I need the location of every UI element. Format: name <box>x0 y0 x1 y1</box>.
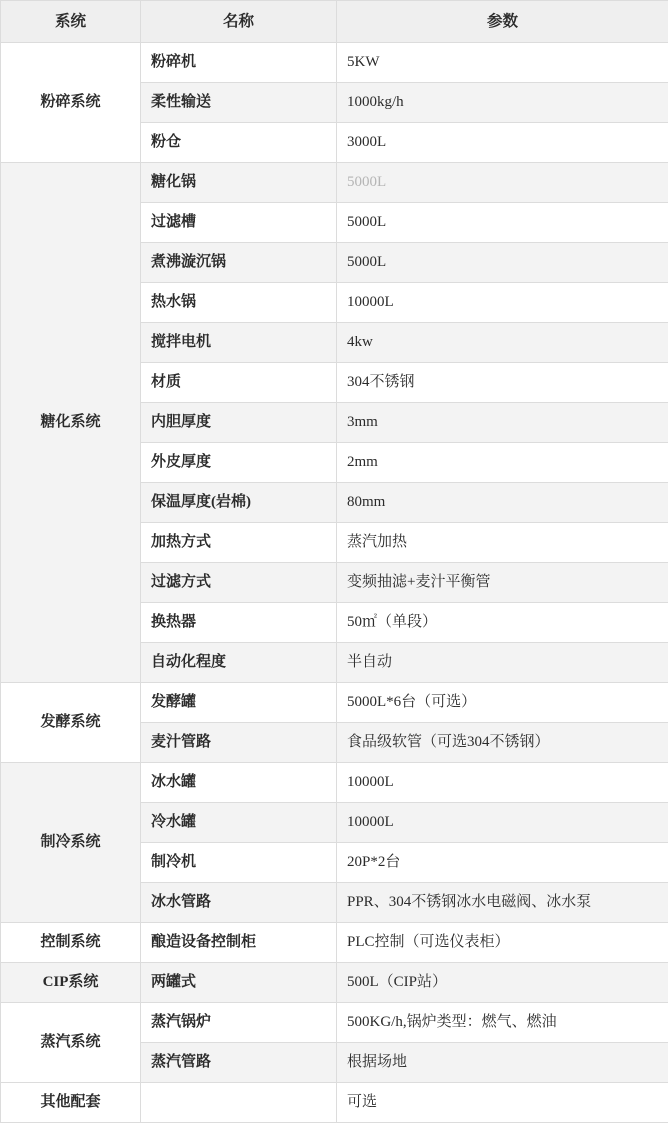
column-header-param: 参数 <box>337 1 668 43</box>
item-name-cell: 发酵罐 <box>141 683 337 723</box>
item-param-cell: 5000L <box>337 243 668 283</box>
table-header-row <box>1 1 668 43</box>
system-cell: 控制系统 <box>1 923 141 963</box>
item-name-cell: 制冷机 <box>141 843 337 883</box>
item-param-cell: PPR、304不锈钢冰水电磁阀、冰水泵 <box>337 883 668 923</box>
item-param-cell: 半自动 <box>337 643 668 683</box>
column-header-name: 名称 <box>141 1 337 43</box>
item-name-cell: 粉仓 <box>141 123 337 163</box>
item-param-cell: 3000L <box>337 123 668 163</box>
item-name-cell: 酿造设备控制柜 <box>141 923 337 963</box>
item-param-cell: 5000L <box>337 163 668 203</box>
item-param-cell: 根据场地 <box>337 1043 668 1083</box>
item-param-cell: 500L（CIP站） <box>337 963 668 1003</box>
item-name-cell: 材质 <box>141 363 337 403</box>
item-param-cell: 5000L*6台（可选） <box>337 683 668 723</box>
item-name-cell: 麦汁管路 <box>141 723 337 763</box>
item-param-cell: 10000L <box>337 283 668 323</box>
item-name-cell: 搅拌电机 <box>141 323 337 363</box>
item-name-cell: 煮沸漩沉锅 <box>141 243 337 283</box>
system-cell: 其他配套 <box>1 1083 141 1123</box>
item-param-cell: 蒸汽加热 <box>337 523 668 563</box>
item-param-cell: 食品级软管（可选304不锈钢） <box>337 723 668 763</box>
system-cell: 粉碎系统 <box>1 43 141 163</box>
item-param-cell: 4kw <box>337 323 668 363</box>
system-cell: 蒸汽系统 <box>1 1003 141 1083</box>
item-param-cell: 304不锈钢 <box>337 363 668 403</box>
table-row <box>1 963 668 1003</box>
item-name-cell: 两罐式 <box>141 963 337 1003</box>
item-param-cell: 变频抽滤+麦汁平衡管 <box>337 563 668 603</box>
table-row <box>1 763 668 803</box>
item-name-cell: 加热方式 <box>141 523 337 563</box>
item-name-cell: 柔性输送 <box>141 83 337 123</box>
item-name-cell: 自动化程度 <box>141 643 337 683</box>
item-param-cell: 3mm <box>337 403 668 443</box>
item-name-cell: 过滤槽 <box>141 203 337 243</box>
item-name-cell: 热水锅 <box>141 283 337 323</box>
item-name-cell: 外皮厚度 <box>141 443 337 483</box>
item-param-cell: 10000L <box>337 763 668 803</box>
table-row <box>1 1003 668 1043</box>
system-cell: CIP系统 <box>1 963 141 1003</box>
item-name-cell: 蒸汽锅炉 <box>141 1003 337 1043</box>
item-param-cell: 可选 <box>337 1083 668 1123</box>
item-name-cell: 糖化锅 <box>141 163 337 203</box>
table-row <box>1 163 668 203</box>
item-param-cell: PLC控制（可选仪表柜） <box>337 923 668 963</box>
item-param-cell: 5000L <box>337 203 668 243</box>
item-name-cell <box>141 1083 337 1123</box>
item-name-cell: 过滤方式 <box>141 563 337 603</box>
table-row <box>1 43 668 83</box>
item-name-cell: 冷水罐 <box>141 803 337 843</box>
item-param-cell: 50㎡（单段） <box>337 603 668 643</box>
item-param-cell: 10000L <box>337 803 668 843</box>
system-cell: 糖化系统 <box>1 163 141 683</box>
item-name-cell: 蒸汽管路 <box>141 1043 337 1083</box>
item-param-cell: 20P*2台 <box>337 843 668 883</box>
table-row <box>1 923 668 963</box>
column-header-system: 系统 <box>1 1 141 43</box>
item-name-cell: 内胆厚度 <box>141 403 337 443</box>
item-name-cell: 保温厚度(岩棉) <box>141 483 337 523</box>
table-header <box>1 1 668 43</box>
item-name-cell: 冰水管路 <box>141 883 337 923</box>
item-name-cell: 粉碎机 <box>141 43 337 83</box>
item-param-cell: 80mm <box>337 483 668 523</box>
item-param-cell: 5KW <box>337 43 668 83</box>
system-cell: 发酵系统 <box>1 683 141 763</box>
table-row <box>1 683 668 723</box>
item-name-cell: 换热器 <box>141 603 337 643</box>
item-param-cell: 2mm <box>337 443 668 483</box>
item-name-cell: 冰水罐 <box>141 763 337 803</box>
table-body <box>1 43 668 1123</box>
table-row <box>1 1083 668 1123</box>
item-param-cell: 500KG/h,锅炉类型：燃气、燃油 <box>337 1003 668 1043</box>
item-param-cell: 1000kg/h <box>337 83 668 123</box>
system-cell: 制冷系统 <box>1 763 141 923</box>
